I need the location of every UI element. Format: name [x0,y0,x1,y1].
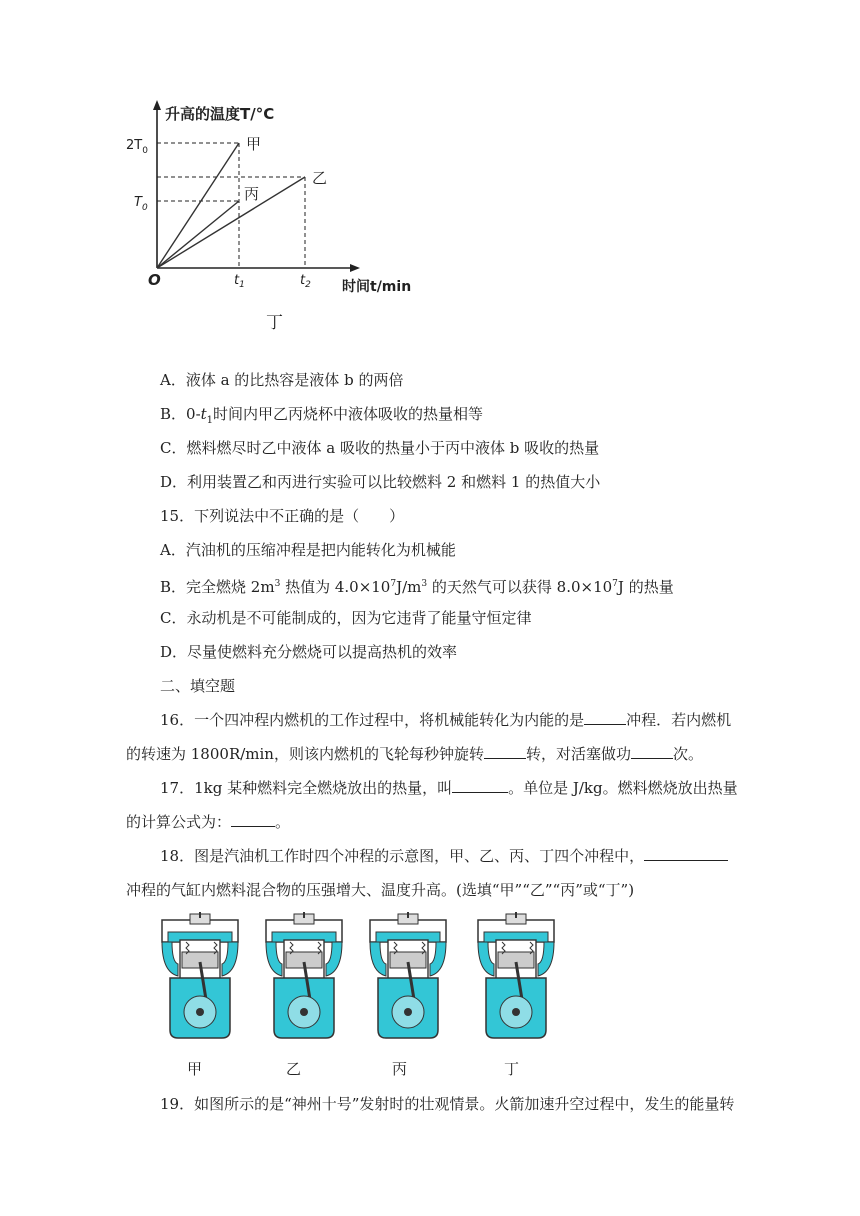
section-heading: 二、填空题 [160,677,236,695]
q17-blank-2[interactable] [231,812,275,827]
q14-option-a: A．液体 a 的比热容是液体 b 的两倍 [160,371,404,389]
tick-2t0: $2T_0$ [126,138,148,156]
q16-blank-1[interactable] [584,710,626,725]
q15-option-c: C．永动机是不可能制成的，因为它违背了能量守恒定律 [160,609,532,627]
y-axis-label: 升高的温度T/°C [165,105,275,123]
q16-line1: 16．一个四冲程内燃机的工作过程中，将机械能转化为内能的是 冲程．若内燃机 [160,711,732,729]
q17-line1: 17．1kg 某种燃料完全燃烧放出的热量，叫 。单位是 J/kg。燃料燃烧放出热量 [160,779,738,797]
q18-blank[interactable] [644,846,728,861]
engine-yi [266,912,342,1038]
engine-ding [478,912,554,1038]
q16-line2: 的转速为 1800R/min，则该内燃机的飞轮每秒钟旋转 转，对活塞做功 次。 [126,745,704,763]
temperature-time-graph [120,95,440,335]
engine-bing [370,912,446,1038]
label-yi: 乙 [312,169,328,187]
q15-stem: 15．下列说法中不正确的是（ ） [160,507,405,525]
q15-option-b: B．完全燃烧 $2m^3$ 热值为 $4.0\times 10^7J/m^3$ 的天然气可以获得 $8.0\times 10^7J$ 的热量 [160,578,674,596]
engine-label-jia: 甲 [187,1060,203,1078]
origin-label: O [148,271,161,289]
tick-t1: $t_1$ [234,273,245,290]
q15-option-a: A．汽油机的压缩冲程是把内能转化为机械能 [160,541,456,559]
q14-option-d: D．利用装置乙和丙进行实验可以比较燃料 2 和燃料 1 的热值大小 [160,473,601,491]
engine-label-bing: 丙 [392,1060,408,1078]
line-jia [157,143,239,268]
tick-t2: $t_2$ [300,273,311,290]
graph-caption: 丁 [266,313,283,333]
label-jia: 甲 [246,135,262,153]
line-yi [157,177,305,268]
x-axis-label: 时间t/min [342,279,412,295]
tick-t0: $T_0$ [134,195,148,213]
engine-jia [162,912,238,1038]
q14-option-b: B．$0-t_1$时间内甲乙丙烧杯中液体吸收的热量相等 [160,405,484,426]
q17-blank-1[interactable] [452,778,508,793]
q16-blank-3[interactable] [631,744,673,759]
q18-line1: 18．图是汽油机工作时四个冲程的示意图，甲、乙、丙、丁四个冲程中， [160,846,728,866]
engine-strokes-figure [150,908,560,1040]
q15-option-d: D．尽量使燃料充分燃烧可以提高热机的效率 [160,643,458,661]
x-axis-arrow [350,264,360,272]
engine-label-yi: 乙 [286,1060,302,1078]
engine-label-ding: 丁 [504,1060,520,1078]
q17-line2: 的计算公式为： 。 [126,813,291,831]
y-axis-arrow [153,100,161,110]
line-bing [157,201,239,268]
q18-line2: 冲程的气缸内燃料混合物的压强增大、温度升高。(选填“甲”“乙”“丙”或“丁”) [126,881,635,899]
label-bing: 丙 [244,185,260,203]
q14-option-c: C．燃料燃尽时乙中液体 a 吸收的热量小于丙中液体 b 吸收的热量 [160,439,600,457]
q16-blank-2[interactable] [484,744,526,759]
q19-line1: 19．如图所示的是“神州十号”发射时的壮观情景。火箭加速升空过程中，发生的能量转 [160,1095,735,1113]
